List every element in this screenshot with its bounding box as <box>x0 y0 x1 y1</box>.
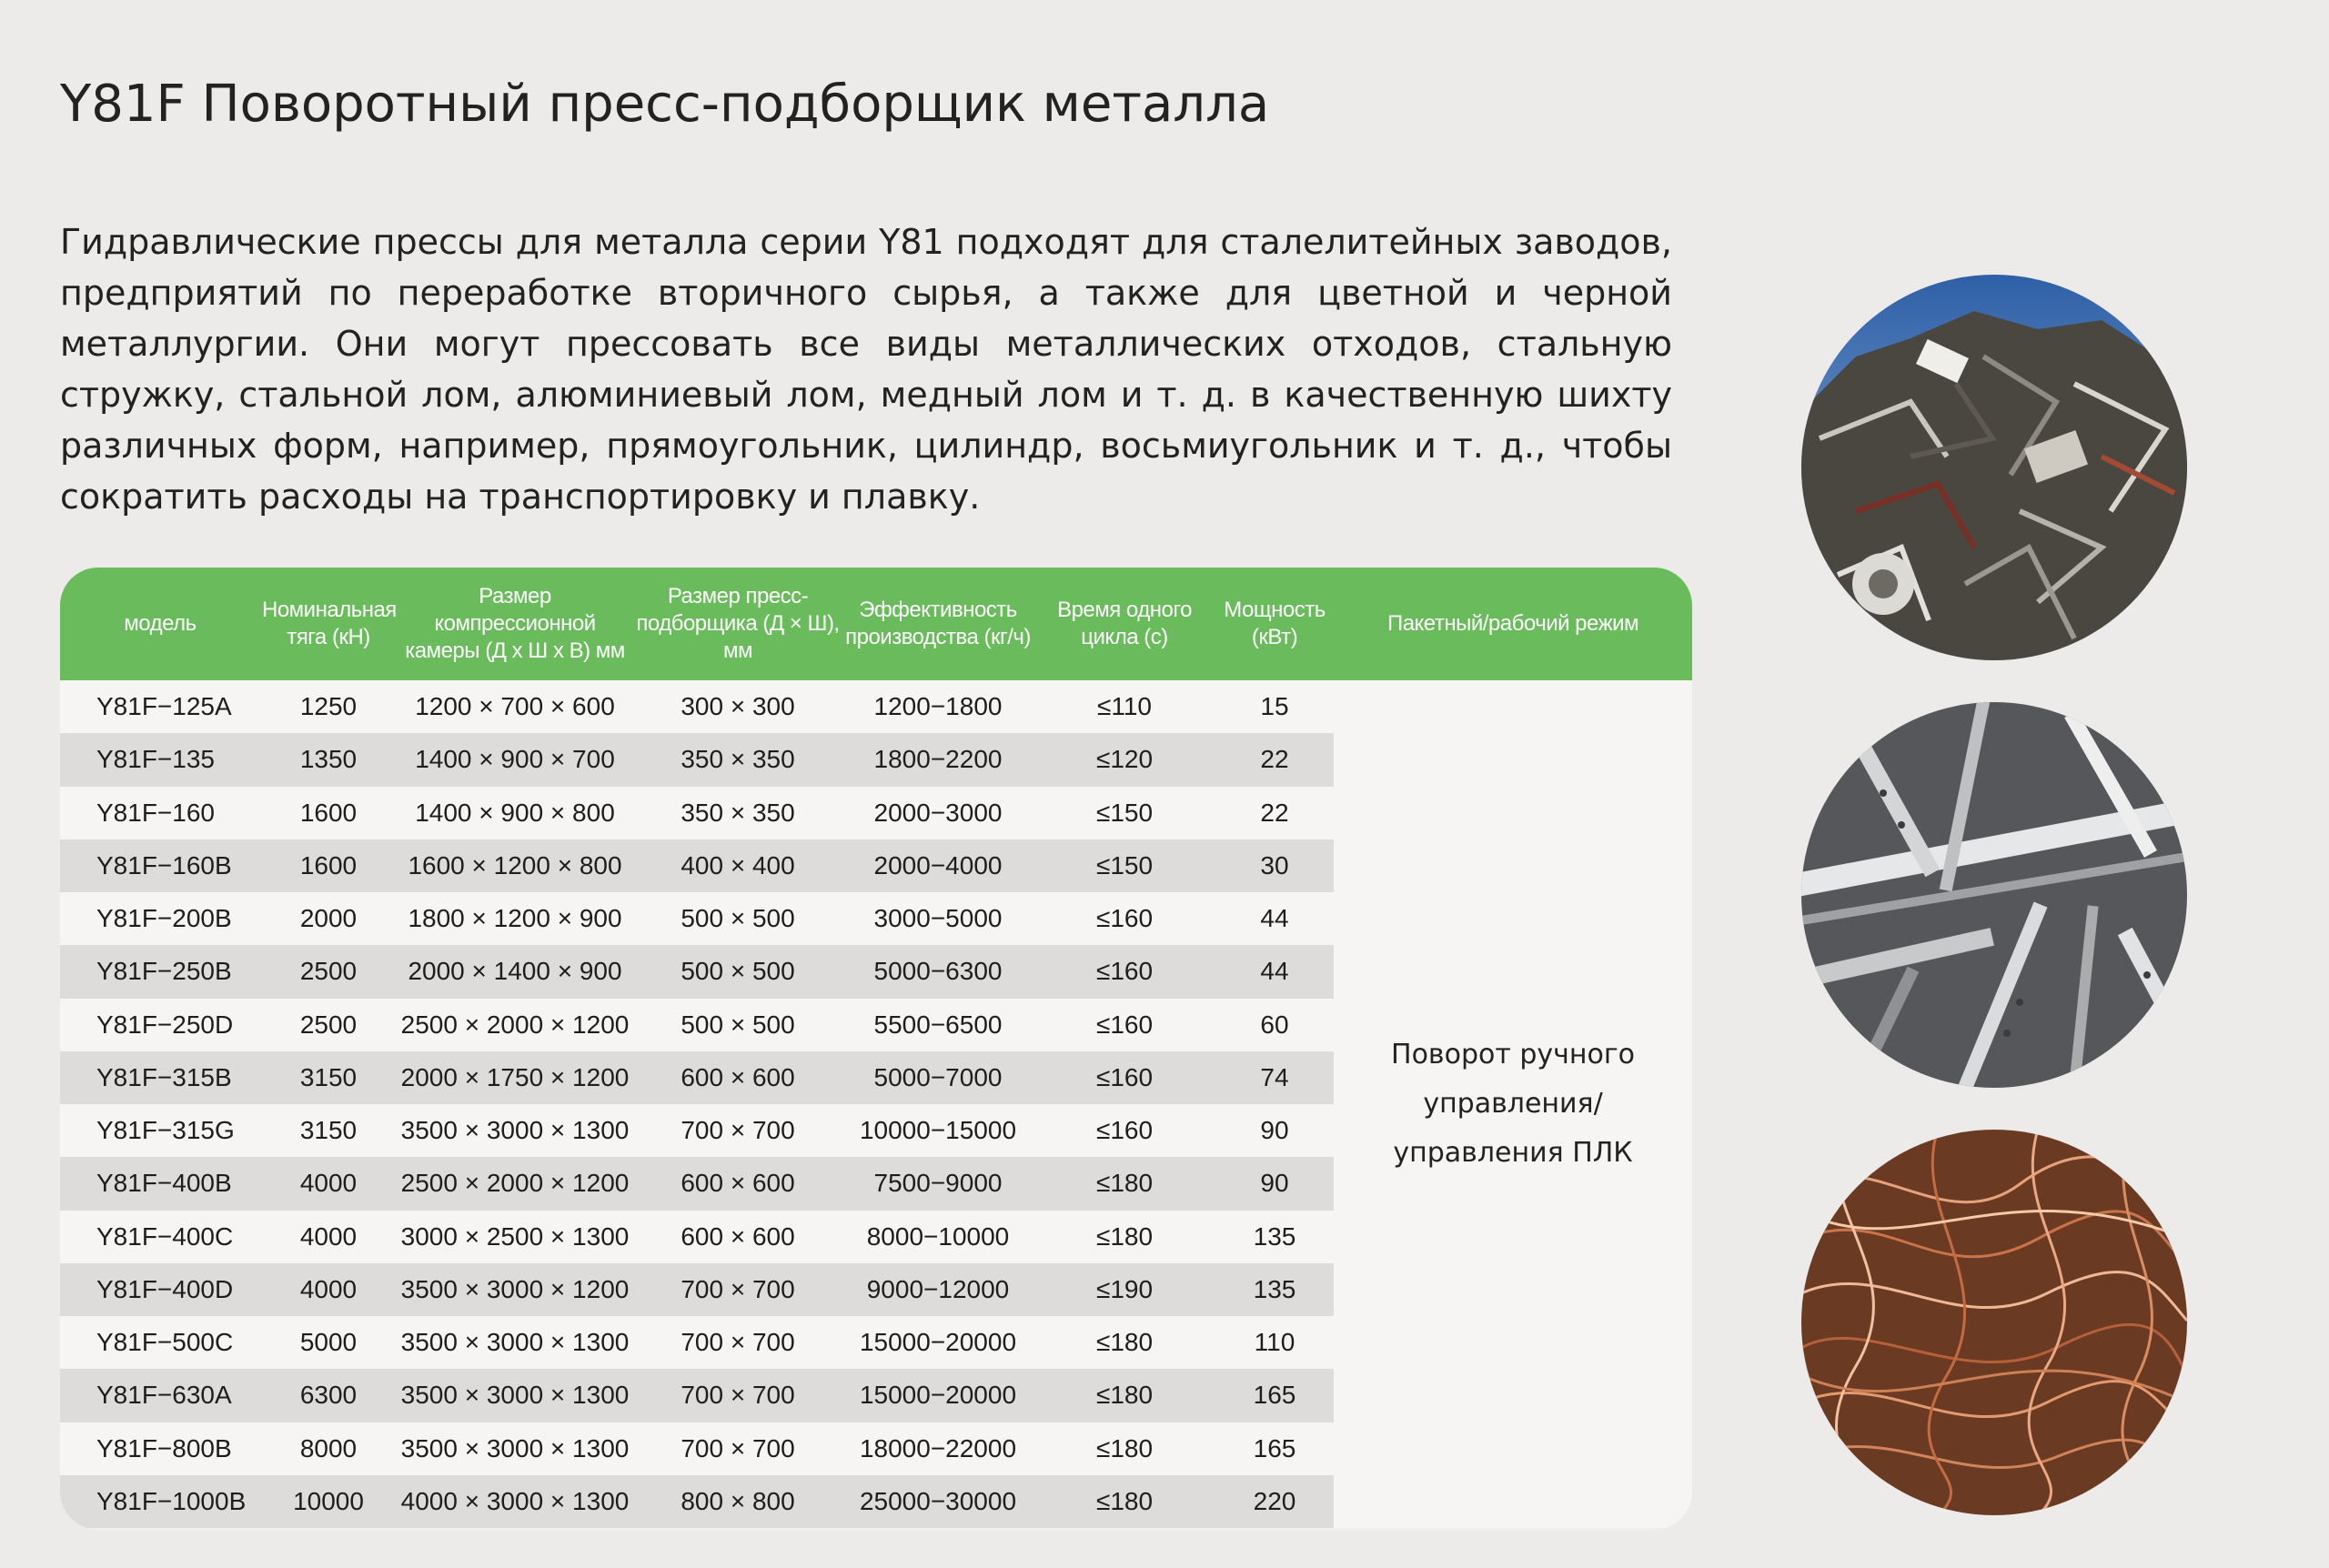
cell-force: 10000 <box>260 1475 397 1528</box>
cell-power: 135 <box>1215 1263 1334 1316</box>
cell-power: 90 <box>1215 1104 1334 1157</box>
cell-power: 90 <box>1215 1157 1334 1210</box>
header-model: модель <box>60 568 260 680</box>
cell-model: Y81F−1000B <box>60 1475 260 1528</box>
cell-model: Y81F−250B <box>60 945 260 998</box>
cell-power: 15 <box>1215 680 1334 733</box>
cell-cycle-time: ≤160 <box>1033 892 1215 945</box>
cell-efficiency: 10000−15000 <box>842 1104 1033 1157</box>
cell-model: Y81F−135 <box>60 733 260 786</box>
cell-bale-size: 600 × 600 <box>633 1051 842 1104</box>
cell-efficiency: 5000−7000 <box>842 1051 1033 1104</box>
cell-cycle-time: ≤180 <box>1033 1211 1215 1263</box>
cell-chamber-size: 1200 × 700 × 600 <box>397 680 633 733</box>
cell-bale-size: 700 × 700 <box>633 1422 842 1475</box>
page-title: Y81F Поворотный пресс-подборщик металла <box>60 75 1270 134</box>
cell-force: 4000 <box>260 1211 397 1263</box>
cell-efficiency: 1800−2200 <box>842 733 1033 786</box>
cell-efficiency: 2000−3000 <box>842 787 1033 839</box>
cell-cycle-time: ≤180 <box>1033 1316 1215 1369</box>
cell-bale-size: 500 × 500 <box>633 945 842 998</box>
cell-cycle-time: ≤180 <box>1033 1475 1215 1528</box>
cell-chamber-size: 4000 × 3000 × 1300 <box>397 1475 633 1528</box>
cell-force: 6300 <box>260 1369 397 1422</box>
cell-force: 3150 <box>260 1104 397 1157</box>
cell-force: 1250 <box>260 680 397 733</box>
cell-force: 2500 <box>260 999 397 1051</box>
cell-bale-size: 500 × 500 <box>633 999 842 1051</box>
cell-power: 165 <box>1215 1369 1334 1422</box>
cell-cycle-time: ≤160 <box>1033 999 1215 1051</box>
header-mode: Пакетный/рабочий режим <box>1334 568 1692 680</box>
cell-chamber-size: 3500 × 3000 × 1200 <box>397 1263 633 1316</box>
cell-force: 4000 <box>260 1157 397 1210</box>
cell-bale-size: 700 × 700 <box>633 1263 842 1316</box>
cell-force: 8000 <box>260 1422 397 1475</box>
cell-chamber-size: 2500 × 2000 × 1200 <box>397 1157 633 1210</box>
cell-efficiency: 7500−9000 <box>842 1157 1033 1210</box>
cell-power: 30 <box>1215 839 1334 892</box>
cell-model: Y81F−400D <box>60 1263 260 1316</box>
cell-chamber-size: 2500 × 2000 × 1200 <box>397 999 633 1051</box>
cell-cycle-time: ≤150 <box>1033 839 1215 892</box>
cell-bale-size: 800 × 800 <box>633 1475 842 1528</box>
cell-efficiency: 2000−4000 <box>842 839 1033 892</box>
header-power: Мощность (кВт) <box>1215 568 1334 680</box>
cell-model: Y81F−200B <box>60 892 260 945</box>
cell-power: 220 <box>1215 1475 1334 1528</box>
cell-power: 44 <box>1215 945 1334 998</box>
header-chamber-size: Размер компрессионной камеры (Д х Ш х В) мм <box>397 568 633 680</box>
cell-chamber-size: 3000 × 2500 × 1300 <box>397 1211 633 1263</box>
cell-power: 165 <box>1215 1422 1334 1475</box>
cell-bale-size: 350 × 350 <box>633 733 842 786</box>
cell-cycle-time: ≤160 <box>1033 945 1215 998</box>
cell-chamber-size: 1800 × 1200 × 900 <box>397 892 633 945</box>
cell-chamber-size: 3500 × 3000 × 1300 <box>397 1369 633 1422</box>
header-force: Номинальная тяга (кН) <box>260 568 397 680</box>
cell-chamber-size: 2000 × 1750 × 1200 <box>397 1051 633 1104</box>
cell-bale-size: 600 × 600 <box>633 1157 842 1210</box>
cell-bale-size: 400 × 400 <box>633 839 842 892</box>
cell-force: 5000 <box>260 1316 397 1369</box>
cell-efficiency: 18000−22000 <box>842 1422 1033 1475</box>
cell-force: 1600 <box>260 787 397 839</box>
cell-chamber-size: 1400 × 900 × 700 <box>397 733 633 786</box>
header-efficiency: Эффективность производства (кг/ч) <box>842 568 1033 680</box>
cell-efficiency: 25000−30000 <box>842 1475 1033 1528</box>
cell-cycle-time: ≤150 <box>1033 787 1215 839</box>
cell-cycle-time: ≤180 <box>1033 1422 1215 1475</box>
cell-force: 2500 <box>260 945 397 998</box>
cell-cycle-time: ≤180 <box>1033 1157 1215 1210</box>
cell-model: Y81F−800B <box>60 1422 260 1475</box>
table-header-row <box>60 568 1692 680</box>
cell-force: 1350 <box>260 733 397 786</box>
cell-efficiency: 8000−10000 <box>842 1211 1033 1263</box>
header-bale-size: Размер пресс-подборщика (Д × Ш), мм <box>633 568 842 680</box>
cell-force: 1600 <box>260 839 397 892</box>
cell-bale-size: 600 × 600 <box>633 1211 842 1263</box>
cell-cycle-time: ≤190 <box>1033 1263 1215 1316</box>
cell-bale-size: 700 × 700 <box>633 1369 842 1422</box>
table-body <box>60 680 1692 1528</box>
cell-cycle-time: ≤160 <box>1033 1104 1215 1157</box>
cell-cycle-time: ≤120 <box>1033 733 1215 786</box>
cell-bale-size: 300 × 300 <box>633 680 842 733</box>
cell-model: Y81F−500C <box>60 1316 260 1369</box>
scrap-pile-photo <box>1801 275 2187 660</box>
cell-chamber-size: 2000 × 1400 × 900 <box>397 945 633 998</box>
cell-model: Y81F−630A <box>60 1369 260 1422</box>
cell-chamber-size: 3500 × 3000 × 1300 <box>397 1104 633 1157</box>
cell-power: 22 <box>1215 733 1334 786</box>
header-cycle-time: Время одного цикла (с) <box>1033 568 1215 680</box>
cell-cycle-time: ≤180 <box>1033 1369 1215 1422</box>
cell-efficiency: 1200−1800 <box>842 680 1033 733</box>
cell-model: Y81F−250D <box>60 999 260 1051</box>
cell-chamber-size: 1400 × 900 × 800 <box>397 787 633 839</box>
aluminum-scrap-photo <box>1801 702 2187 1088</box>
table-row <box>60 680 1692 733</box>
cell-efficiency: 15000−20000 <box>842 1316 1033 1369</box>
specs-table <box>60 568 1692 1528</box>
cell-efficiency: 9000−12000 <box>842 1263 1033 1316</box>
cell-mode <box>1334 680 1692 1528</box>
cell-power: 135 <box>1215 1211 1334 1263</box>
cell-power: 44 <box>1215 892 1334 945</box>
cell-power: 110 <box>1215 1316 1334 1369</box>
specs-table-container <box>60 568 1692 1530</box>
cell-power: 60 <box>1215 999 1334 1051</box>
cell-model: Y81F−160B <box>60 839 260 892</box>
cell-power: 74 <box>1215 1051 1334 1104</box>
cell-efficiency: 5500−6500 <box>842 999 1033 1051</box>
cell-force: 4000 <box>260 1263 397 1316</box>
cell-bale-size: 700 × 700 <box>633 1316 842 1369</box>
cell-chamber-size: 1600 × 1200 × 800 <box>397 839 633 892</box>
cell-chamber-size: 3500 × 3000 × 1300 <box>397 1316 633 1369</box>
cell-power: 22 <box>1215 787 1334 839</box>
intro-paragraph: Гидравлические прессы для металла серии Y81 подходят для сталелитейных заводов, предприятий по переработке вторичного сырья, а также для цветной и черной металлургии. Они могут прессовать все виды металлических отходов, стальную стружку, стальной лом, алюминиевый лом, медный лом и т. д. в качественную шихту различных форм, например, прямоугольник, цилиндр, восьмиугольник и т. д., чтобы сократить расходы на транспортировку и плавку. <box>60 222 1672 517</box>
cell-bale-size: 700 × 700 <box>633 1104 842 1157</box>
cell-bale-size: 500 × 500 <box>633 892 842 945</box>
cell-cycle-time: ≤160 <box>1033 1051 1215 1104</box>
cell-efficiency: 5000−6300 <box>842 945 1033 998</box>
cell-chamber-size: 3500 × 3000 × 1300 <box>397 1422 633 1475</box>
copper-wire-photo <box>1801 1130 2187 1515</box>
cell-model: Y81F−160 <box>60 787 260 839</box>
cell-force: 3150 <box>260 1051 397 1104</box>
cell-model: Y81F−315B <box>60 1051 260 1104</box>
cell-bale-size: 350 × 350 <box>633 787 842 839</box>
cell-model: Y81F−315G <box>60 1104 260 1157</box>
cell-efficiency: 3000−5000 <box>842 892 1033 945</box>
cell-force: 2000 <box>260 892 397 945</box>
cell-cycle-time: ≤110 <box>1033 680 1215 733</box>
cell-efficiency: 15000−20000 <box>842 1369 1033 1422</box>
cell-model: Y81F−400C <box>60 1211 260 1263</box>
cell-model: Y81F−400B <box>60 1157 260 1210</box>
cell-model: Y81F−125A <box>60 680 260 733</box>
mode-text: Поворот ручного управления/ управления ПЛК <box>1391 1039 1635 1169</box>
